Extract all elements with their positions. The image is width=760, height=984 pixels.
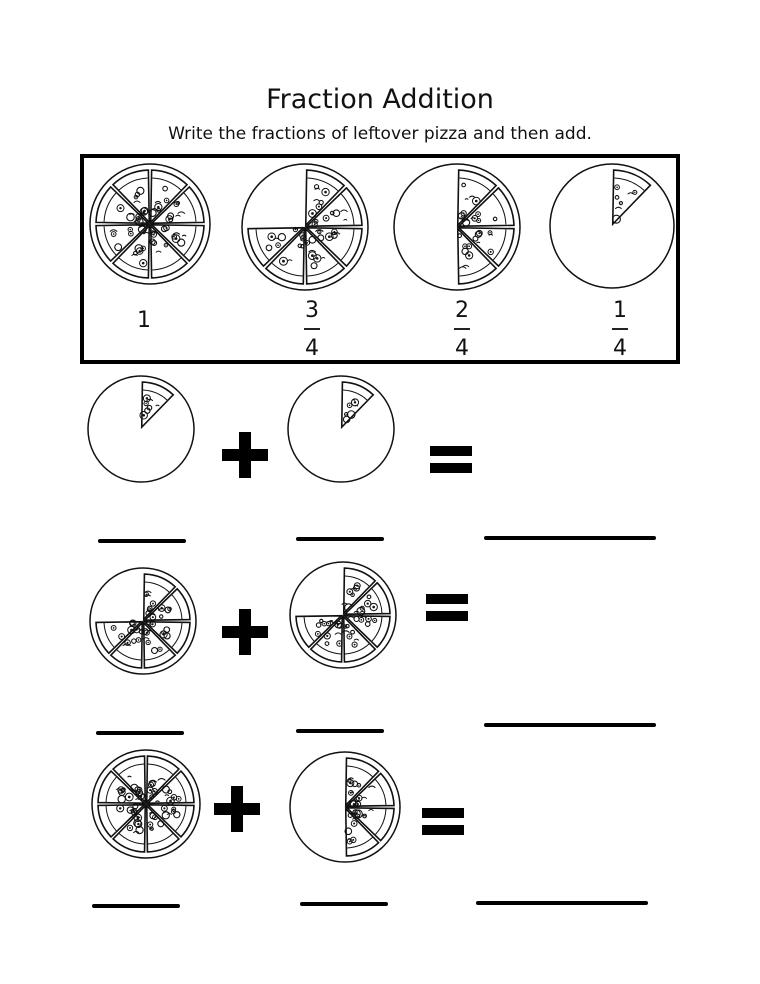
key-fraction [292,300,332,360]
pizza-icon [392,162,522,292]
pizza-icon [240,162,370,292]
pizza-icon [86,374,196,484]
answer-line-sum[interactable] [484,723,656,727]
answer-line-right[interactable] [300,902,388,906]
denominator: 4 [613,335,627,361]
denominator: 4 [305,335,319,361]
whole-number: 1 [137,308,151,333]
fraction-bar [454,328,470,330]
pizza-icon [88,162,212,286]
numerator: 3 [305,298,319,323]
answer-line-sum[interactable] [484,536,656,540]
pizza-icon [286,374,396,484]
answer-line-right[interactable] [296,537,384,541]
key-fraction [600,300,640,360]
fraction-bar [304,328,320,330]
numerator: 1 [613,298,627,323]
pizza-icon [288,750,402,864]
answer-line-left[interactable] [96,731,184,735]
key-fraction [442,300,482,360]
pizza-icon [288,560,398,670]
pizza-icon [548,162,676,290]
fraction-bar [612,328,628,330]
worksheet-title: Fraction Addition [266,84,494,115]
answer-line-left[interactable] [92,904,180,908]
answer-line-right[interactable] [296,729,384,733]
answer-line-sum[interactable] [476,901,648,905]
pizza-icon [88,566,198,676]
key-label-whole [124,310,164,332]
numerator: 2 [455,298,469,323]
pizza-icon [90,748,202,860]
answer-line-left[interactable] [98,539,186,543]
denominator: 4 [455,335,469,361]
worksheet-instructions: Write the fractions of leftover pizza and then add. [168,124,592,144]
